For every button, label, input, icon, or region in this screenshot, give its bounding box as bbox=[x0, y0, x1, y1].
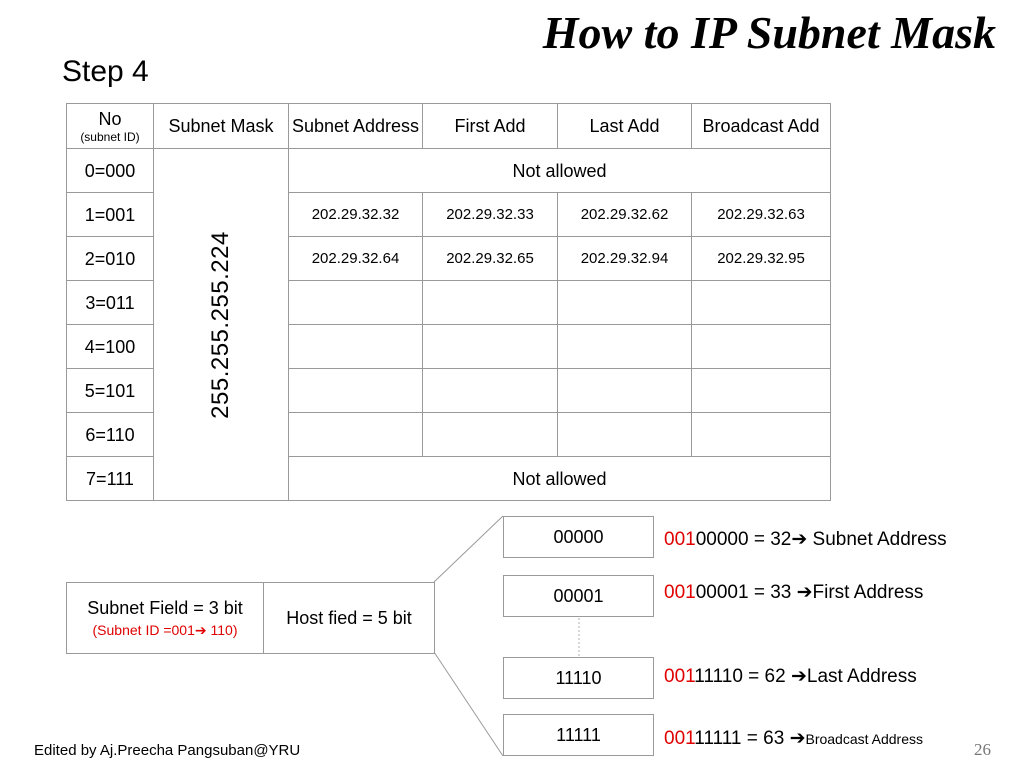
subnet-field-label: Subnet Field = 3 bit bbox=[87, 597, 243, 618]
subnet-address-cell: 202.29.32.64 bbox=[289, 237, 423, 281]
not-allowed-cell: Not allowed bbox=[289, 149, 831, 193]
last-add-cell: 202.29.32.94 bbox=[558, 237, 692, 281]
row-id: 5=101 bbox=[67, 369, 154, 413]
subnet-field-cell bbox=[67, 583, 264, 653]
first-add-cell: 202.29.32.33 bbox=[423, 193, 558, 237]
host-bits-box: 11111 bbox=[503, 714, 654, 756]
header-broadcast-add: Broadcast Add bbox=[692, 104, 831, 149]
row-id: 1=001 bbox=[67, 193, 154, 237]
calc-subnet-address: 00100000 = 32➔ Subnet Address bbox=[664, 529, 947, 550]
arrow-right-icon: ➔ bbox=[194, 621, 207, 638]
broadcast-add-cell: 202.29.32.95 bbox=[692, 237, 831, 281]
host-bits-box: 00000 bbox=[503, 516, 654, 558]
row-id: 6=110 bbox=[67, 413, 154, 457]
calc-last-address: 00111110 = 62 ➔Last Address bbox=[664, 666, 917, 687]
last-add-cell: 202.29.32.62 bbox=[558, 193, 692, 237]
row-id: 0=000 bbox=[67, 149, 154, 193]
row-id: 7=111 bbox=[67, 457, 154, 501]
bit-field-diagram bbox=[66, 582, 435, 654]
header-last-add: Last Add bbox=[558, 104, 692, 149]
row-id: 2=010 bbox=[67, 237, 154, 281]
row-id: 3=011 bbox=[67, 281, 154, 325]
host-bits-box: 11110 bbox=[503, 657, 654, 699]
page-number: 26 bbox=[974, 740, 991, 759]
arrow-right-icon: ➔ bbox=[791, 529, 808, 550]
subnet-address-cell: 202.29.32.32 bbox=[289, 193, 423, 237]
arrow-right-icon: ➔ bbox=[789, 728, 806, 749]
host-field-cell: Host fied = 5 bit bbox=[286, 607, 412, 628]
header-first-add: First Add bbox=[423, 104, 558, 149]
mask-value: 255.255.255.224 bbox=[207, 230, 234, 419]
header-no-sub: (subnet ID) bbox=[80, 130, 140, 144]
step-label: Step 4 bbox=[62, 55, 149, 88]
subnet-id-range: (Subnet ID =001➔ 110) bbox=[92, 621, 238, 638]
header-subnet-address: Subnet Address bbox=[289, 104, 423, 149]
host-bits-box: 00001 bbox=[503, 575, 654, 617]
header-subnet-mask: Subnet Mask bbox=[154, 104, 289, 149]
broadcast-add-cell: 202.29.32.63 bbox=[692, 193, 831, 237]
footer-credit: Edited by Aj.Preecha Pangsuban@YRU bbox=[34, 742, 301, 759]
row-id: 4=100 bbox=[67, 325, 154, 369]
not-allowed-cell: Not allowed bbox=[289, 457, 831, 501]
slide-title: How to IP Subnet Mask bbox=[542, 7, 996, 58]
calc-first-address: 00100001 = 33 ➔First Address bbox=[664, 582, 924, 603]
calc-broadcast-address: 00111111 = 63 ➔Broadcast Address bbox=[664, 728, 923, 749]
header-no: No (subnet ID) bbox=[67, 104, 154, 149]
arrow-right-icon: ➔ bbox=[790, 666, 807, 687]
arrow-right-icon: ➔ bbox=[796, 582, 813, 603]
first-add-cell: 202.29.32.65 bbox=[423, 237, 558, 281]
